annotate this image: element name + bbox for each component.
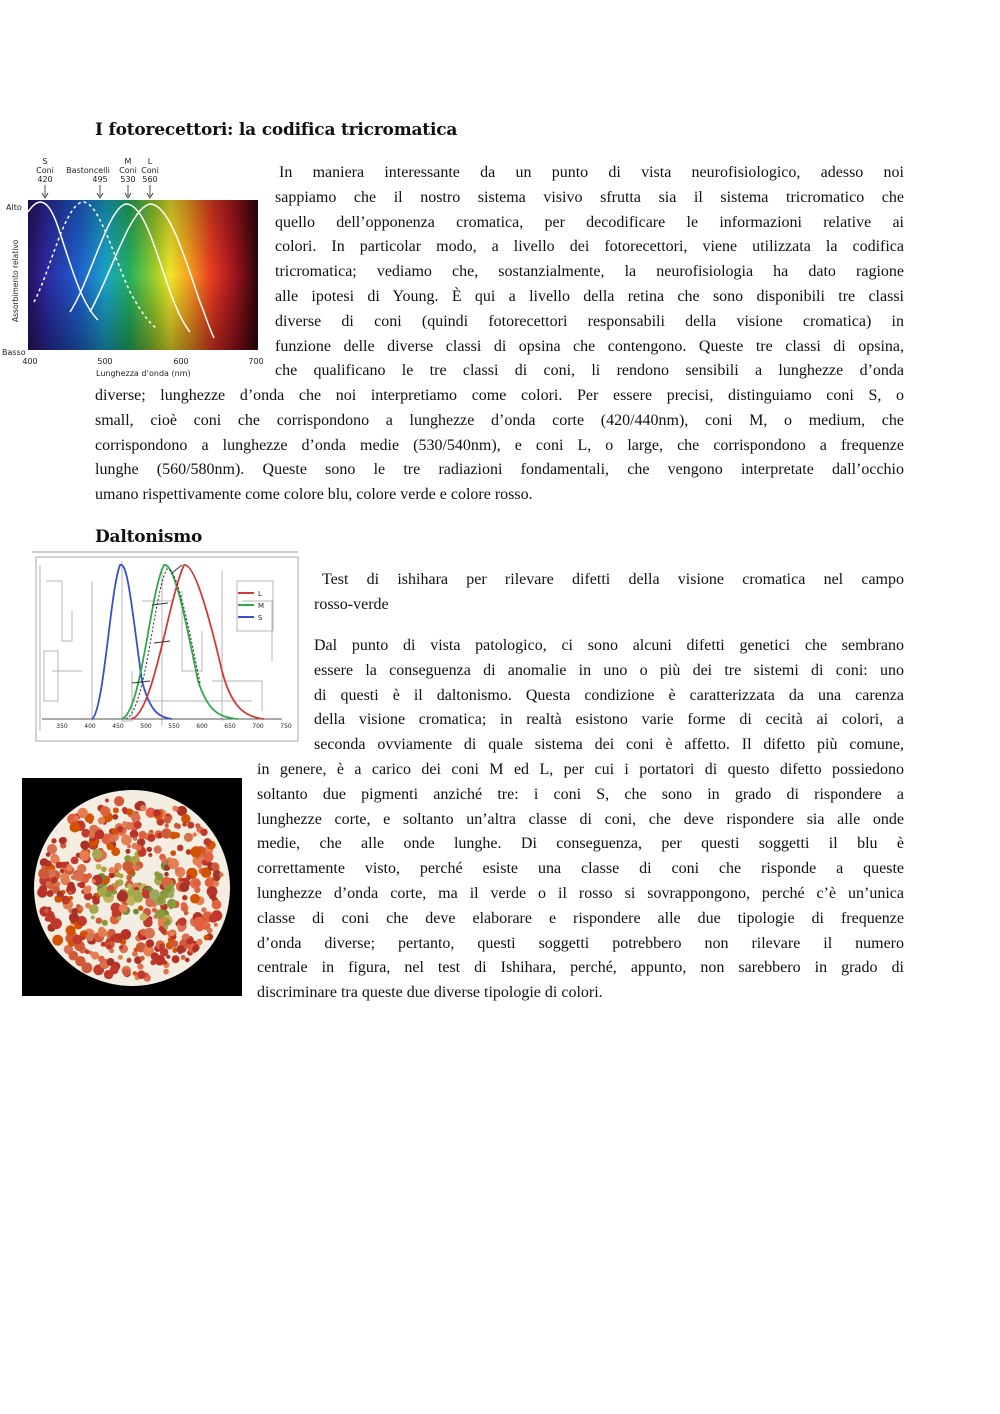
plate-dot [46,852,51,857]
plate-dot [122,807,128,813]
text-line: che qualificano le tre classi di coni, li rendono sensibili a lunghezze d’onda [275,362,904,380]
text-line: in genere, è a carico dei coni M ed L, per cui i portatori di questo difetto possiedono [257,761,904,778]
section-title-photoreceptors: I fotorecettori: la codifica tricromatica [95,120,458,140]
text-line: classe di coni che deve elaborare e rispondere alle due tipologie di frequenze [257,909,904,927]
text-line: alle ipotesi di Young. È qui a livello della retina che sono disponibili tre classi [275,287,904,305]
plate-dot [137,970,146,979]
plate-dot [56,882,61,887]
plate-dot [190,894,200,904]
plate-dot [44,909,48,913]
plate-dot [91,915,95,919]
plate-dot [96,918,102,924]
plate-dot [119,945,123,949]
plate-dot [148,853,152,857]
plate-dot [126,849,131,854]
plate-dot [172,955,180,963]
plate-dot [69,913,79,923]
plate-dot [106,938,111,943]
plate-dot [147,847,152,852]
plate-dot [135,844,141,850]
plate-dot [46,861,52,867]
plate-dot [110,965,119,974]
plate-dot [109,948,114,953]
plate-dot [144,928,155,939]
plate-dot [187,822,194,829]
rod-sub: Bastoncelli [66,166,110,175]
plate-dot [60,869,64,873]
x-tick-600: 600 [173,357,189,366]
plate-dot [97,888,106,897]
plate-dot [133,909,139,915]
plate-dot [101,866,107,872]
plate-dot [111,847,120,856]
plate-dot [78,808,88,818]
plate-dot [140,956,145,961]
legend-m: M [258,602,265,610]
ishihara-plate-image [22,778,242,996]
svg-text:750: 750 [280,723,292,730]
text-line: diverse di coni (quindi fotorecettori responsabili della visione cromatica) in [275,312,904,330]
plate-dot [68,891,72,895]
plate-dot [204,935,210,941]
plate-dot [163,969,169,975]
paragraph-photoreceptors-part2 [95,384,904,508]
graph-x-ticks [56,723,292,730]
m-cone-name: M [124,157,132,166]
svg-text:550: 550 [168,723,180,730]
plate-dot [164,816,172,824]
plate-dot [89,832,95,838]
plate-dot [127,844,131,848]
plate-dot [162,877,172,887]
plate-dot [98,817,105,824]
plate-dot [57,891,64,898]
text-line: lunghezze d’onda corte, ma il verde o il rosso si sovrappongono, perché c’è un’unica [257,884,904,902]
plate-dot [67,882,75,890]
plate-dot [69,896,73,900]
plate-dot [70,822,81,833]
text-line: discriminare tra queste due diverse tipologie di colori. [257,984,603,1002]
text-line: funzione delle diverse classi di opsina che contengono. Queste tre classi di opsina, [275,337,904,355]
plate-dot [85,949,90,954]
plate-dot [133,837,137,841]
cone-sensitivity-graph [32,551,300,746]
plate-dot [101,942,106,947]
text-line: di questi è il daltonismo. Questa condizione è caratterizzata da una carenza [314,686,904,704]
plate-dot [80,841,89,850]
text-line: lunghe (560/580nm). Queste sono le tre radiazioni fondamentali, che vengono interpretate dall’occhio [95,461,904,479]
plate-dot [204,852,214,862]
plate-dot [186,849,192,855]
plate-dot [165,824,169,828]
s-cone-name: S [42,157,48,166]
plate-dot [151,952,159,960]
l-cone-sub: Coni [141,166,159,175]
m-cone-nm: 530 [120,175,136,184]
text-line: medie, che alle onde lunghe. Di conseguenza, per questi soggetti il blu è [257,835,904,853]
m-cone-sub: Coni [119,166,137,175]
plate-dot [204,838,212,846]
plate-dot [102,920,108,926]
plate-dot [167,899,177,909]
svg-text:350: 350 [56,723,68,730]
plate-dot [160,948,169,957]
text-line: colori. In particolar modo, a livello dei fotorecettori, viene utilizzata la codifica [275,238,904,256]
svg-text:400: 400 [84,723,96,730]
svg-text:600: 600 [196,723,208,730]
s-cone-sub: Coni [36,166,54,175]
plate-dot [51,918,62,929]
paragraph-photoreceptors-part1 [275,161,904,384]
text-line: correttamente visto, perché esiste una classe di coni che risponde a queste [257,860,904,878]
plate-dot [112,814,118,820]
x-tick-500: 500 [97,357,113,366]
s-cone-nm: 420 [37,175,53,184]
svg-text:450: 450 [112,723,124,730]
plate-dot [89,904,99,914]
text-line: Dal punto di vista patologico, ci sono alcuni difetti genetici che sembrano [314,637,904,654]
plate-dot [51,838,56,843]
plate-dot [109,836,115,842]
plate-dot [98,928,107,937]
svg-text:500: 500 [140,723,152,730]
plate-dot [139,840,144,845]
plate-dot [153,809,160,816]
plate-dot [38,868,49,879]
plate-dot [174,823,180,829]
text-line: tricromatica; vediamo che, sostanzialmente, la neurofisiologia ha dato ragione [275,263,904,281]
plate-dot [79,850,89,860]
plate-dot [52,935,63,946]
plate-dot [161,858,167,864]
plate-dot [168,858,179,869]
plate-dot [181,955,186,960]
plate-dot [133,893,143,903]
plate-dot [177,845,184,852]
plate-dot [66,925,76,935]
text-line: corrispondono a lunghezze d’onda medie (530/540nm), e coni L, o large, che corrispondono a frequenze [95,436,904,454]
text-line: quello dell’opponenza cromatica, per decodificare le informazioni relative ai [275,213,904,231]
plate-dot [59,837,66,844]
plate-dot [114,796,124,806]
plate-dot [105,891,112,898]
plate-dot [95,830,105,840]
text-line: diverse; lunghezze d’onda che noi interpretiamo come colori. Per essere precisi, distinguiamo coni S, o [95,387,904,404]
legend-s: S [258,614,263,622]
plate-dot [219,873,223,877]
plate-dot [79,882,86,889]
plate-dot [211,862,219,870]
plate-dot [122,861,133,872]
plate-dot [134,821,142,829]
plate-dot [192,946,198,952]
plate-dot [71,857,79,865]
plate-dot [117,879,124,886]
plate-dot [186,938,192,944]
plate-dot [138,906,143,911]
text-line: centrale in figura, nel test di Ishihara, perché, appunto, non sarebbero in grado di [257,959,904,977]
plate-dot [92,896,97,901]
plate-dot [117,891,128,902]
plate-dot [100,806,110,816]
plate-dot [118,955,123,960]
plate-dot [113,807,119,813]
rod-nm: 495 [92,175,108,184]
plate-dot [92,849,102,859]
plate-dot [175,868,180,873]
y-axis-label: Assorbimento relativo [11,239,20,322]
plate-dot [96,864,102,870]
plate-dot [193,832,197,836]
y-bottom-label: Basso [2,348,26,357]
plate-dot [76,904,81,909]
figure-caption-ishihara [314,568,904,618]
plate-dot [168,892,175,899]
text-line: d’onda diverse; pertanto, questi soggetti potrebbero non rilevare il numero [257,934,904,952]
plate-dot [116,933,123,940]
text-line: umano rispettivamente come colore blu, colore verde e colore rosso. [95,486,533,504]
plate-dot [98,956,105,963]
text-line: sappiamo che il nostro sistema visivo sfrutta sia il sistema tricromatico che [275,188,904,206]
plate-dot [182,895,187,900]
plate-dot [133,971,138,976]
plate-dot [184,833,193,842]
plate-dot [127,958,132,963]
plate-dot [107,958,115,966]
plate-dot [119,874,124,879]
text-line: Test di ishihara per rilevare difetti della visione cromatica nel campo [322,571,904,588]
plate-dot [186,875,191,880]
plate-dot [109,867,115,873]
plate-dot [91,952,99,960]
plate-dot [172,806,178,812]
plate-dot [134,865,140,871]
plate-dot [170,931,175,936]
plate-dot [86,933,94,941]
plate-dot [182,822,187,827]
plate-dot [191,846,202,857]
plate-dot [195,823,200,828]
plate-dot [157,896,165,904]
svg-text:650: 650 [224,723,236,730]
plate-dot [194,887,200,893]
plate-dot [205,924,209,928]
plate-dot [205,878,214,887]
plate-dot [146,939,154,947]
text-line: small, cioè coni che corrispondono a lunghezze d’onda corte (420/440nm), coni M, o medium, che [95,411,904,429]
plate-dot [179,882,189,892]
plate-dot [119,904,128,913]
plate-dot [164,872,169,877]
plate-dot [69,951,79,961]
text-line: della visione cromatica; in realtà esistono varie forme di cecità ai colori, a [314,711,904,729]
plate-dot [179,918,187,926]
plate-dot [81,936,85,940]
plate-dot [105,799,109,803]
plate-dot [154,846,162,854]
paragraph-daltonism-part2 [257,758,904,1006]
l-cone-nm: 560 [142,175,158,184]
plate-dot [209,914,218,923]
text-line: seconda ovviamente di quale sistema dei coni è affetto. Il difetto più comune, [314,736,904,754]
plate-dot [72,935,82,945]
plate-dot [74,816,79,821]
plate-dot [207,886,218,897]
plate-dot [147,834,155,842]
plate-dot [193,880,200,887]
plate-dot [117,916,121,920]
plate-dot [39,885,47,893]
plate-dot [195,922,205,932]
plate-dot [170,850,176,856]
x-tick-400: 400 [22,357,38,366]
plate-dot [86,885,92,891]
text-line: lunghezze corte, e soltanto un’altra classe di coni, che deve rispondere sia alle onde [257,810,904,828]
plate-dot [200,829,207,836]
plate-dot [121,835,132,846]
svg-text:700: 700 [252,723,264,730]
text-line: In maniera interessante da un punto di vista neurofisiologico, adesso noi [279,164,904,181]
plate-dot [122,969,129,976]
plate-dot [138,831,146,839]
plate-dot [181,904,189,912]
plate-dot [140,913,148,921]
legend-l: L [258,590,262,598]
plate-dot [76,871,84,879]
x-axis-label: Lunghezza d’onda (nm) [96,369,191,378]
plate-dot [127,884,132,889]
text-line: essere la conseguenza di anomalie in uno o più dei tre sistemi di coni: uno [314,661,904,679]
plate-dot [78,910,82,914]
plate-dot [212,900,222,910]
plate-dot [150,960,156,966]
text-line: rosso-verde [314,595,389,613]
absorption-spectrum-figure [0,152,262,380]
y-top-label: Alto [6,203,22,212]
x-tick-700: 700 [248,357,264,366]
plate-dot [137,964,143,970]
plate-dot [47,890,54,897]
plate-dot [56,862,63,869]
plate-dot [155,909,165,919]
plate-dot [92,879,96,883]
plate-dot [181,814,190,823]
plate-dot [160,928,166,934]
plate-dot [60,873,69,882]
plate-dot [214,923,218,927]
plate-dot [159,944,165,950]
plate-dot [117,826,123,832]
plate-dot [185,958,190,963]
arrow-down-icons [42,185,153,198]
plate-dot [163,960,167,964]
paragraph-daltonism-part1 [314,634,904,758]
plate-dot [161,828,171,838]
text-line: soltanto due pigmenti anziché tre: i coni S, che sono in grado di rispondere a [257,785,904,803]
l-cone-name: L [147,157,153,166]
section-title-daltonism: Daltonismo [95,527,203,547]
plate-dot [177,945,185,953]
plate-dot [134,948,139,953]
plate-dot [140,805,146,811]
